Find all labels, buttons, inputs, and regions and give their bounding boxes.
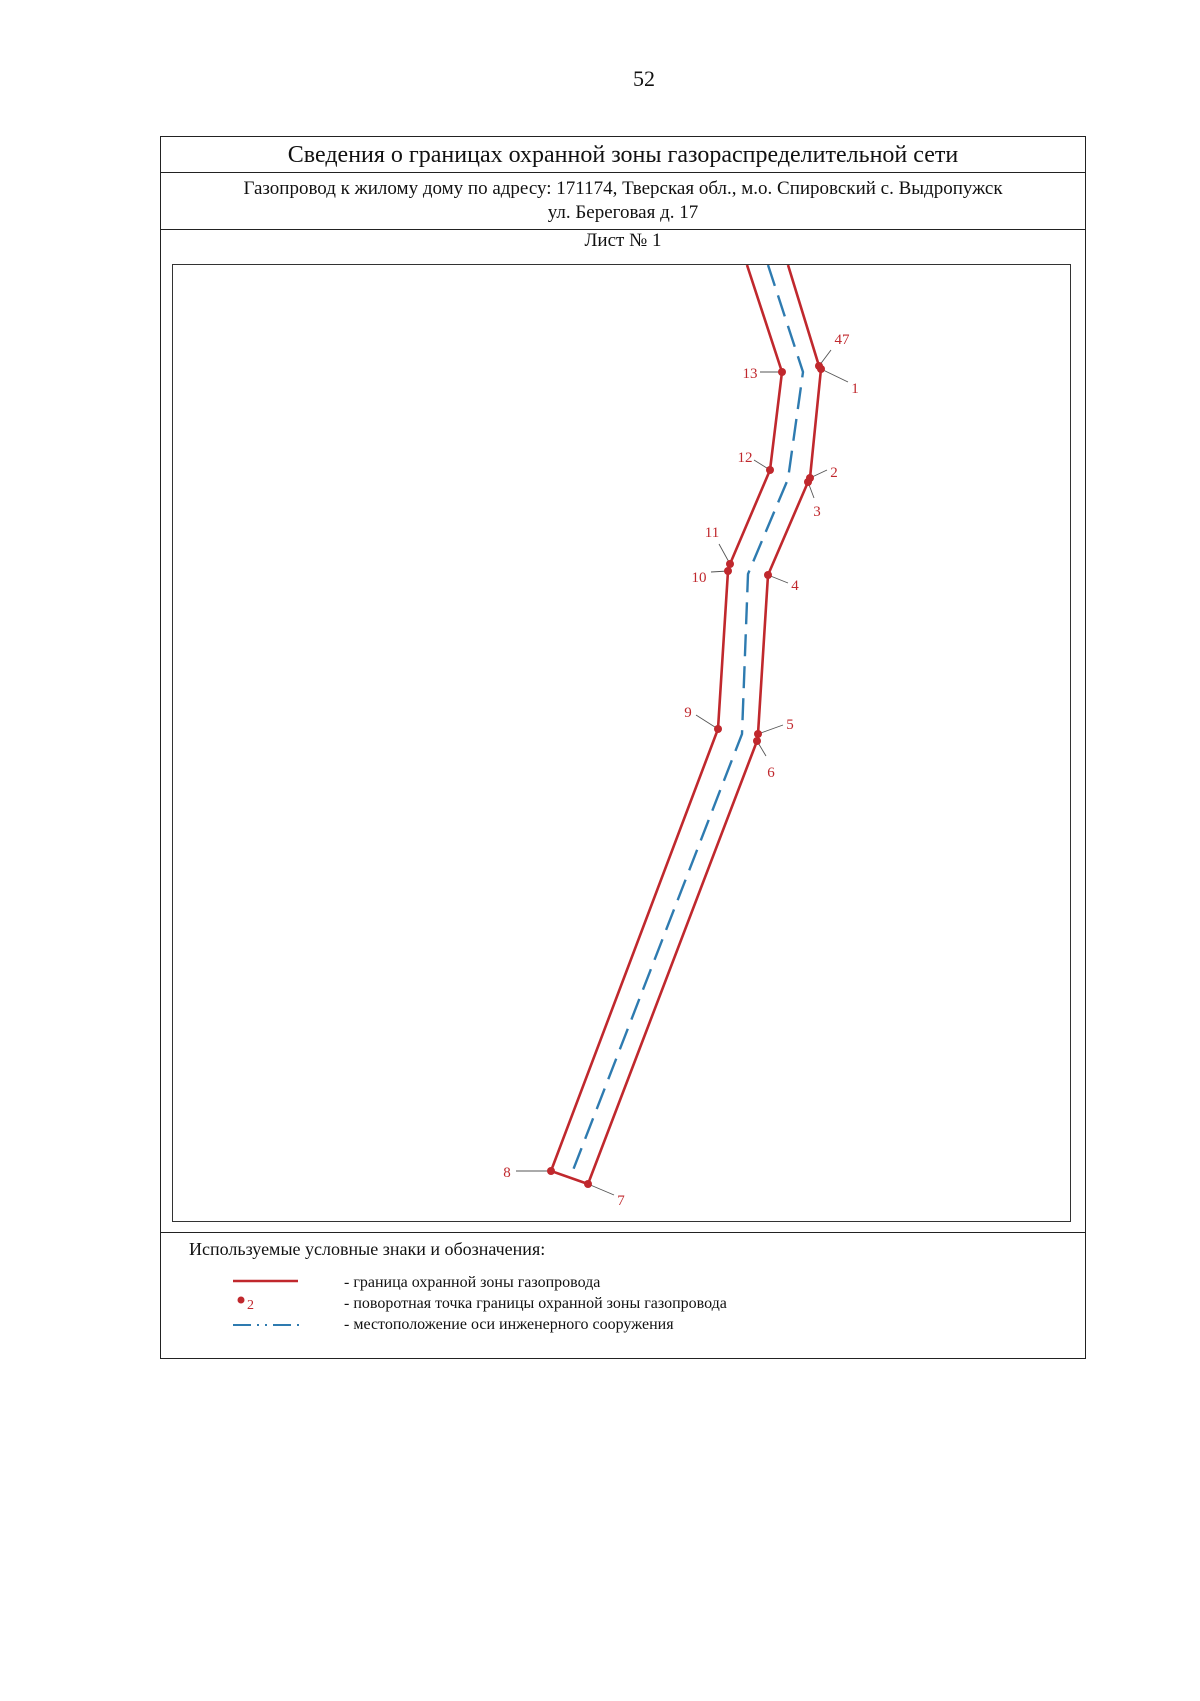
legend-item-turning-point bbox=[161, 1294, 1085, 1314]
turning-point-label: 9 bbox=[684, 705, 692, 721]
legend-item-boundary bbox=[161, 1273, 1085, 1293]
turning-point-marker bbox=[778, 368, 786, 376]
turning-point-label: 7 bbox=[617, 1193, 625, 1209]
map-frame bbox=[172, 264, 1071, 1222]
address-line-1: Газопровод к жилому дому по адресу: 171174, Тверская обл., м.о. Спировский с. Выдропужск bbox=[243, 178, 1003, 199]
turning-point-label: 6 bbox=[767, 765, 775, 781]
axis-line-icon bbox=[199, 1315, 299, 1335]
turning-point-label: 8 bbox=[503, 1165, 511, 1181]
address-line-2: ул. Береговая д. 17 bbox=[547, 202, 699, 223]
turning-point-icon bbox=[199, 1294, 299, 1314]
engineering-axis-line bbox=[570, 265, 803, 1178]
point-leader-line bbox=[588, 1184, 614, 1195]
turning-point-label: 2 bbox=[830, 465, 838, 481]
turning-point-marker bbox=[726, 560, 734, 568]
turning-point-label: 1 bbox=[851, 381, 859, 397]
legend-item-axis bbox=[161, 1315, 1085, 1335]
point-leader-line bbox=[821, 369, 848, 382]
turning-point-label: 4 bbox=[791, 578, 799, 594]
turning-point-marker bbox=[764, 571, 772, 579]
turning-point-label: 11 bbox=[704, 525, 720, 541]
turning-point-marker bbox=[584, 1180, 592, 1188]
turning-point-marker bbox=[547, 1167, 555, 1175]
sheet-number-label: Лист № 1 bbox=[584, 230, 662, 251]
boundary-line-icon bbox=[199, 1273, 299, 1293]
turning-point-label: 5 bbox=[786, 717, 794, 733]
sheet-title: Сведения о границах охранной зоны газораспределительной сети bbox=[161, 137, 1085, 173]
legend bbox=[161, 1232, 1085, 1360]
page-number: 52 bbox=[633, 66, 655, 91]
legend-title: Используемые условные знаки и обозначения: bbox=[189, 1239, 546, 1259]
protection-zone-sheet bbox=[160, 136, 1086, 1359]
turning-point-label: 13 bbox=[742, 366, 758, 382]
turning-point-marker bbox=[804, 478, 812, 486]
pipeline-map bbox=[173, 265, 1071, 1222]
turning-point-label: 10 bbox=[691, 570, 707, 586]
address-block bbox=[161, 173, 1085, 230]
turning-point-marker bbox=[714, 725, 722, 733]
legend-text-axis: - местоположение оси инженерного сооружения bbox=[344, 1316, 674, 1333]
boundary-line-left bbox=[551, 265, 782, 1184]
legend-text-boundary: - граница охранной зоны газопровода bbox=[344, 1274, 601, 1291]
turning-point-marker bbox=[766, 466, 774, 474]
turning-point-label: 12 bbox=[737, 450, 753, 466]
turning-point-marker bbox=[724, 567, 732, 575]
turning-point-label: 3 bbox=[813, 504, 821, 520]
legend-text-turning-point: - поворотная точка границы охранной зоны газопровода bbox=[344, 1295, 727, 1312]
turning-point-marker bbox=[754, 730, 762, 738]
turning-point-marker bbox=[753, 737, 761, 745]
turning-point-marker bbox=[817, 365, 825, 373]
turning-point-label: 47 bbox=[834, 332, 850, 348]
legend-point-label: 2 bbox=[247, 1298, 254, 1313]
